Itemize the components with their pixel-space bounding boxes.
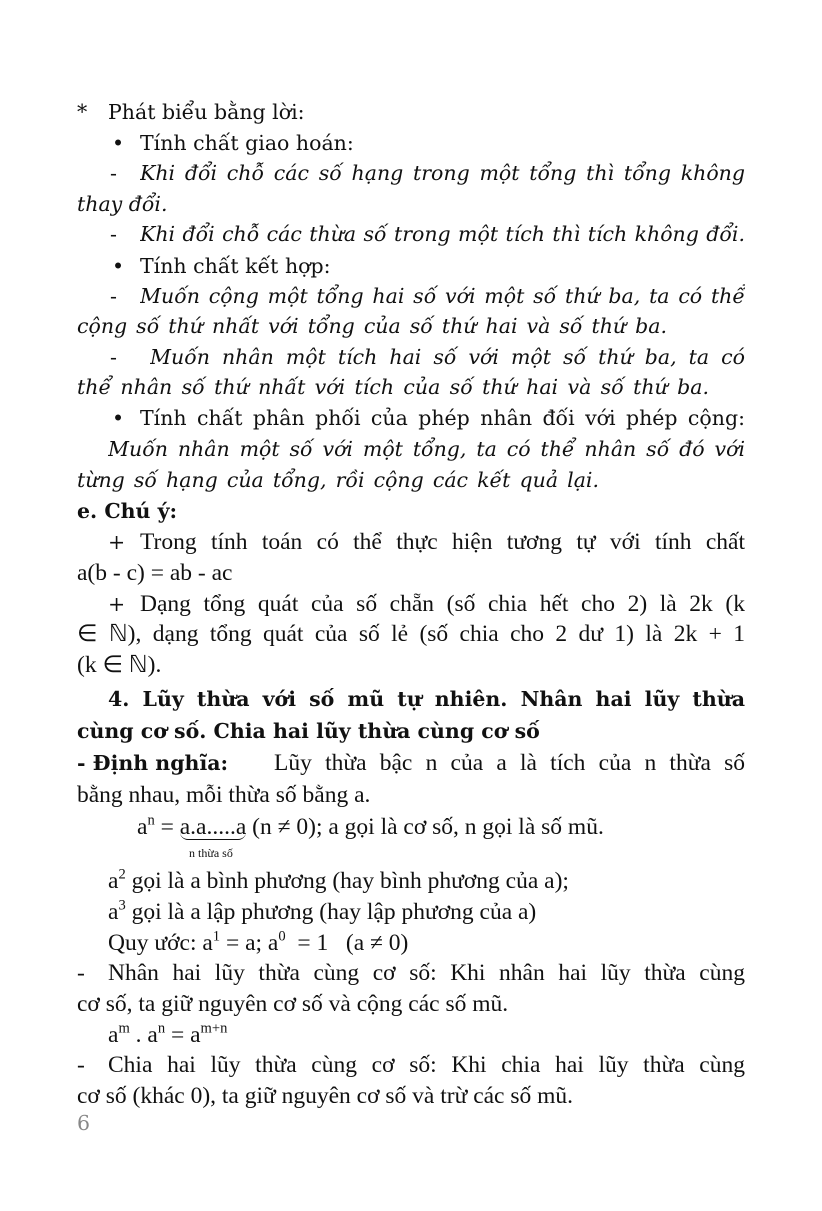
text-line: ∈ ℕ), dạng tổng quát của số lẻ (số chia cho 2 dư 1) là 2k + 1 — [77, 621, 745, 647]
text-line: từng số hạng của tổng, rồi cộng các kết quả lại. — [77, 468, 599, 492]
definition-label: - Định nghĩa: — [77, 751, 229, 775]
distributive-title: Tính chất phân phối của phép nhân đối với phép cộng: — [140, 406, 745, 430]
exponent: m+n — [200, 1020, 228, 1037]
equals: = — [154, 814, 180, 840]
bullet: • — [112, 406, 125, 430]
text: = a; a — [220, 930, 279, 956]
text: . a — [129, 1022, 158, 1048]
convention-line — [108, 928, 408, 958]
text-line: Khi đổi chỗ các thừa số trong một tích thì tích không đổi. — [140, 222, 745, 246]
exponent: 2 — [118, 866, 126, 883]
dash: - — [77, 960, 85, 986]
text: gọi là a lập phương (hay lập phương của a) — [125, 899, 537, 925]
text-line: cơ số, ta giữ nguyên cơ số và cộng các số mũ. — [77, 991, 509, 1017]
text: = a — [165, 1022, 201, 1048]
dash: - — [110, 345, 117, 369]
exponent: 0 — [278, 928, 286, 945]
dash: - — [110, 222, 117, 246]
asterisk: * — [77, 100, 88, 124]
section-heading: cùng cơ số. Chia hai lũy thừa cùng cơ số — [77, 719, 540, 743]
dash: - — [77, 1052, 85, 1078]
text-line: thay đổi. — [77, 192, 168, 216]
text-line: Khi đổi chỗ các số hạng trong một tổng thì tổng không — [140, 161, 745, 185]
power-definition-formula — [137, 812, 604, 842]
text-line: Trong tính toán có thể thực hiện tương tự với tính chất — [140, 529, 745, 555]
base: a — [137, 814, 148, 840]
square-line — [108, 866, 569, 896]
text-line: Muốn cộng một tổng hai số với một số thứ ba, ta có thể — [140, 284, 745, 308]
text: gọi là a bình phương (hay bình phương của a); — [125, 868, 569, 894]
associative-title: Tính chất kết hợp: — [140, 254, 331, 278]
exponent: n — [147, 812, 155, 829]
exponent: n — [157, 1020, 166, 1037]
section-heading: 4. Lũy thừa với số mũ tự nhiên. Nhân hai lũy thừa — [108, 687, 745, 711]
text-line: cộng số thứ nhất với tổng của số thứ hai và số thứ ba. — [77, 314, 667, 338]
base: a — [108, 1022, 119, 1048]
product-rule-formula — [108, 1020, 227, 1050]
exponent: 3 — [118, 897, 126, 914]
text: Quy ước: a — [108, 930, 213, 956]
formula: a(b - c) = ab - ac — [77, 560, 233, 586]
dash: - — [110, 284, 117, 308]
text: = 1 (a ≠ 0) — [285, 930, 409, 956]
cube-line — [108, 897, 536, 927]
base: a — [108, 868, 119, 894]
text-line: Dạng tổng quát của số chẵn (số chia hết cho 2) là 2k (k — [140, 591, 745, 617]
text-line: thể nhân số thứ nhất với tích của số thứ hai và số thứ ba. — [77, 375, 709, 399]
exponent: 1 — [212, 928, 221, 945]
formula-text: (n ≠ 0); a gọi là cơ số, n gọi là số mũ. — [246, 814, 604, 840]
note-heading: e. Chú ý: — [77, 499, 178, 523]
commutative-title: Tính chất giao hoán: — [140, 131, 354, 155]
text-line: Lũy thừa bậc n của a là tích của n thừa số — [274, 750, 745, 776]
text-line: bằng nhau, mỗi thừa số bằng a. — [77, 782, 371, 808]
text-line: (k ∈ ℕ). — [77, 652, 162, 678]
underbrace-label: n thừa số — [189, 846, 233, 860]
plus: + — [108, 530, 126, 554]
text-line: Muốn nhân một số với một tổng, ta có thể nhân số đó với — [108, 437, 745, 461]
bullet: • — [112, 131, 125, 155]
heading-verbal: Phát biểu bằng lời: — [108, 100, 305, 124]
page-number: 6 — [77, 1111, 91, 1135]
text-line: Nhân hai lũy thừa cùng cơ số: Khi nhân hai lũy thừa cùng — [108, 960, 745, 986]
bullet: • — [112, 254, 125, 278]
text-line: Muốn nhân một tích hai số với một số thứ ba, ta có — [150, 345, 745, 369]
text-line: Chia hai lũy thừa cùng cơ số: Khi chia hai lũy thừa cùng — [108, 1052, 745, 1078]
underbrace-product: a.a.....a — [179, 814, 247, 840]
exponent: m — [118, 1020, 130, 1037]
text-line: cơ số (khác 0), ta giữ nguyên cơ số và trừ các số mũ. — [77, 1083, 574, 1109]
base: a — [108, 899, 119, 925]
dash: - — [110, 161, 117, 185]
plus: + — [108, 592, 126, 616]
